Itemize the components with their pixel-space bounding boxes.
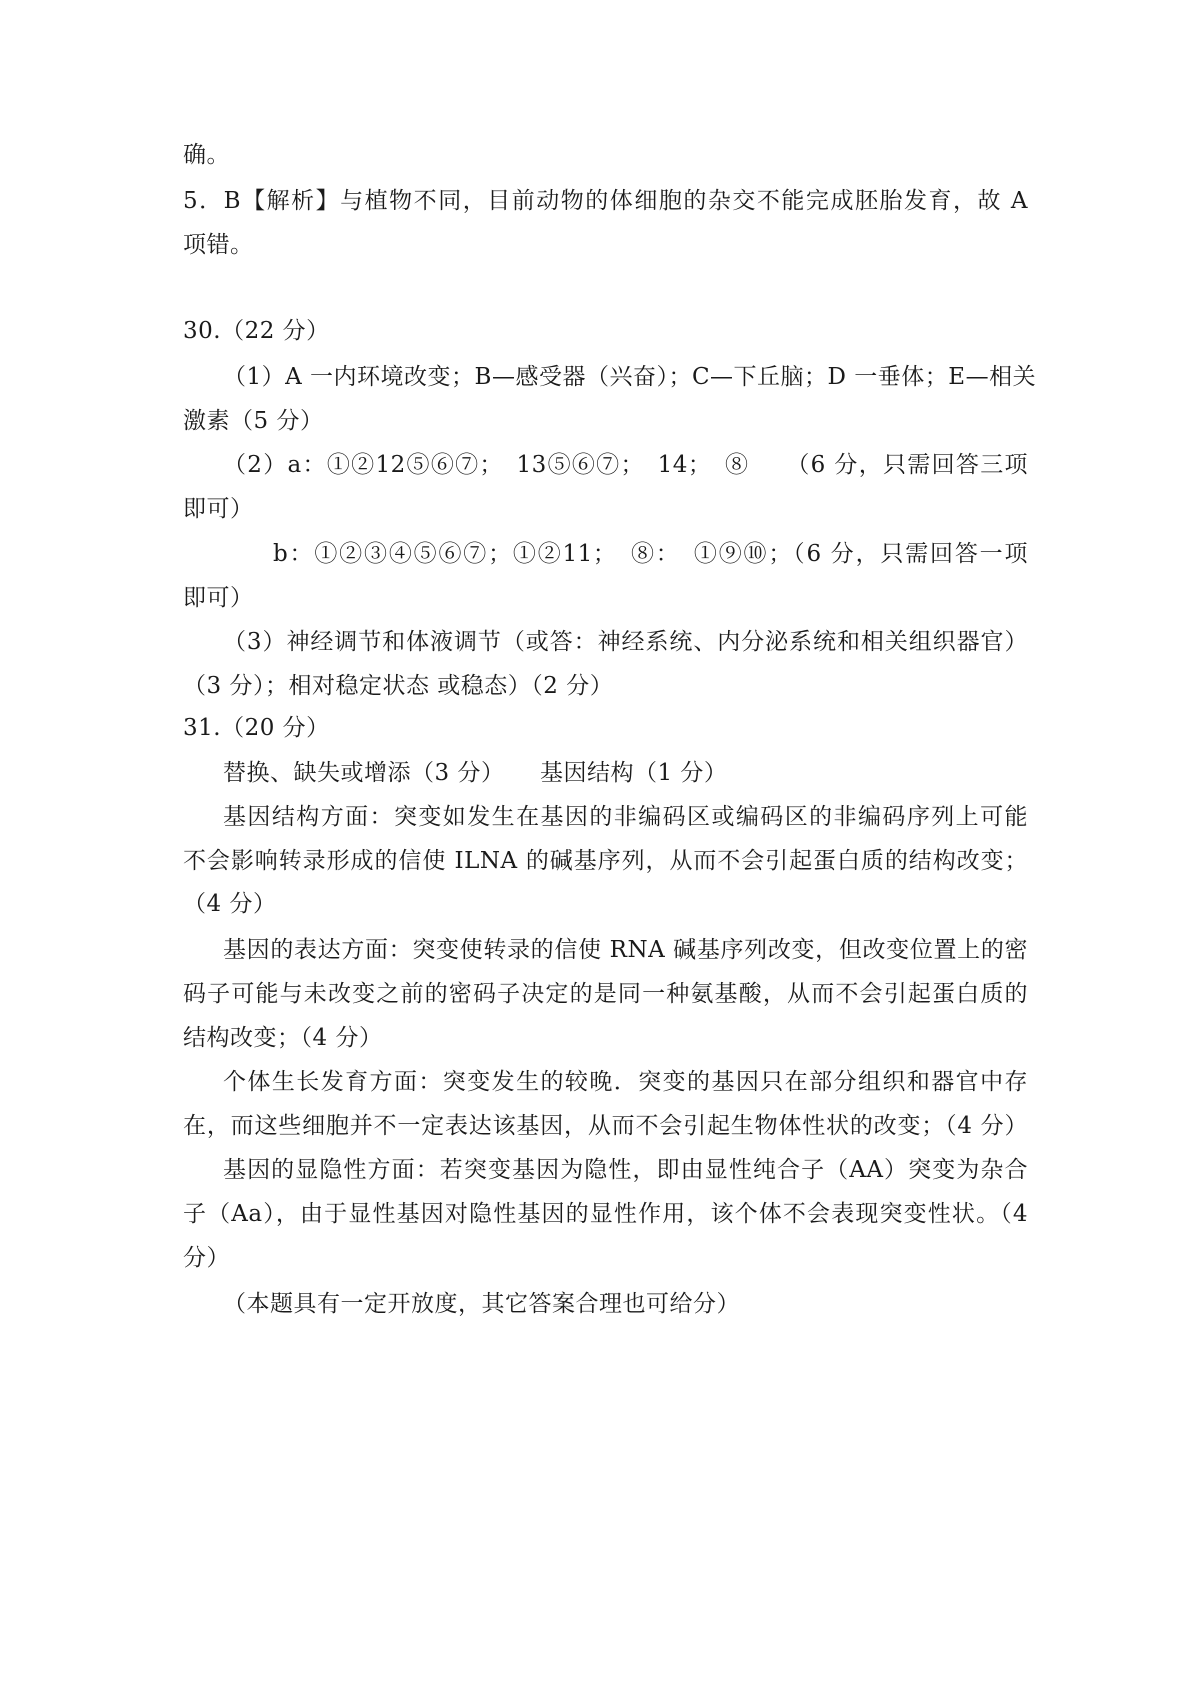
text-line-31-b: 基因结构方面：突变如发生在基因的非编码区或编码区的非编码序列上可能 — [223, 804, 1028, 830]
text-line-30-1: （1）A 一内环境改变；B—感受器（兴奋）；C—下丘脑；D 一垂体；E—相关 — [223, 364, 1037, 390]
text-line-30-1-cont: 激素（5 分） — [183, 408, 324, 434]
text-line-31-e: 基因的显隐性方面：若突变基因为隐性，即由显性纯合子（AA）突变为杂合 — [223, 1157, 1028, 1183]
text-line-q5-cont: 项错。 — [183, 232, 254, 258]
question-30-heading: 30.（22 分） — [183, 318, 330, 344]
text-line-30-3: （3）神经调节和体液调节（或答：神经系统、内分泌系统和相关组织器官） — [223, 629, 1028, 655]
text-line-31-e-score: 分） — [183, 1245, 230, 1271]
text-line-31-c-score: 结构改变；（4 分） — [183, 1025, 383, 1051]
text-line-31-e-cont: 子（Aa），由于显性基因对隐性基因的显性作用，该个体不会表现突变性状。（4 — [183, 1201, 1028, 1227]
text-line-31-d: 个体生长发育方面：突变发生的较晚．突变的基因只在部分组织和器官中存 — [223, 1069, 1028, 1095]
text-line-q5: 5．B【解析】与植物不同，目前动物的体细胞的杂交不能完成胚胎发育，故 A — [183, 188, 1028, 214]
text-line-31-b-cont: 不会影响转录形成的信使 ILNA 的碱基序列，从而不会引起蛋白质的结构改变； — [183, 848, 1028, 874]
text-line-31-note: （本题具有一定开放度，其它答案合理也可给分） — [223, 1291, 740, 1317]
text-line-31-c: 基因的表达方面：突变使转录的信使 RNA 碱基序列改变，但改变位置上的密 — [223, 937, 1028, 963]
text-line-30-2b: b：①②③④⑤⑥⑦；①②11； ⑧： ①⑨⑩；（6 分，只需回答一项 — [273, 541, 1028, 567]
text-line-30-3-cont: （3 分）；相对稳定状态 或稳态）（2 分） — [183, 673, 614, 699]
text-line-30-2a: （2）a：①②12⑤⑥⑦； 13⑤⑥⑦； 14； ⑧ （6 分，只需回答三项 — [223, 452, 1028, 478]
question-31-heading: 31.（20 分） — [183, 715, 330, 741]
text-line-30-2a-cont: 即可） — [183, 496, 254, 522]
text-line-31-d-cont: 在，而这些细胞并不一定表达该基因，从而不会引起生物体性状的改变；（4 分） — [183, 1113, 1028, 1139]
text-line-30-2b-cont: 即可） — [183, 585, 254, 611]
text-line-31-a: 替换、缺失或增添（3 分） 基因结构（1 分） — [223, 760, 728, 786]
text-line-31-c-cont: 码子可能与未改变之前的密码子决定的是同一种氨基酸，从而不会引起蛋白质的 — [183, 981, 1028, 1007]
text-line-q4-end: 确。 — [183, 142, 230, 168]
text-line-31-b-score: （4 分） — [183, 891, 277, 917]
